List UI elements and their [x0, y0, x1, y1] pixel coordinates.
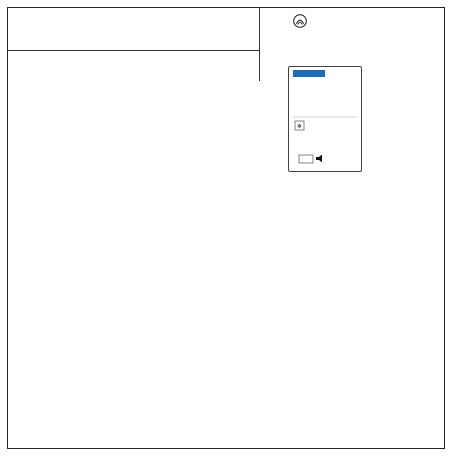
brand-logo-icon: [293, 14, 307, 28]
model-header: [8, 8, 260, 51]
product-fiche-sheet: [7, 7, 445, 449]
svg-text:❄: ❄: [297, 123, 303, 130]
brand-block: [260, 8, 446, 51]
energy-label: [288, 66, 362, 172]
speaker-icon: [316, 155, 322, 163]
energy-label-graphic: [289, 67, 361, 171]
product-fiche-titles: [8, 51, 260, 81]
